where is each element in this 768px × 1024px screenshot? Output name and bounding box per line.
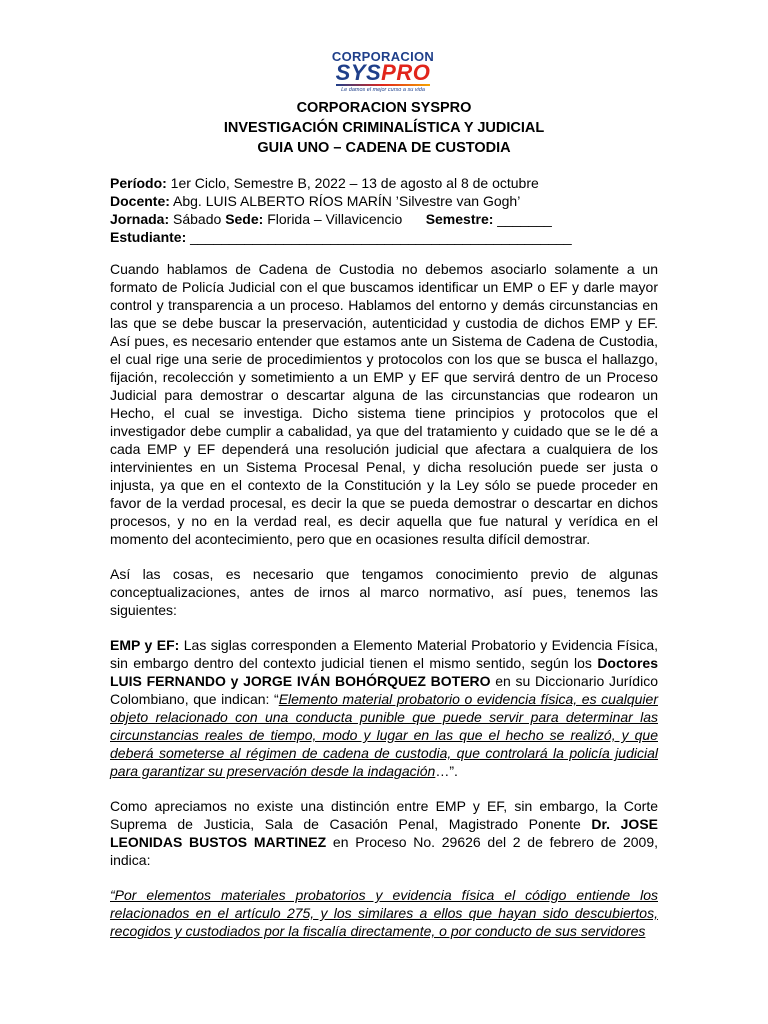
logo-tagline: Le damos el mejor curso a su vida xyxy=(341,87,425,93)
document-titles xyxy=(110,98,658,158)
docente-value: Abg. LUIS ALBERTO RÍOS MARÍN ’Silvestre van Gogh’ xyxy=(169,193,521,209)
p3-text-a: Las siglas corresponden a Elemento Material Probatorio y Evidencia Física, sin embargo dentro del contexto judicial tienen el mismo sentido, según los xyxy=(110,637,659,671)
paragraph-4 xyxy=(110,797,658,869)
paragraph-2: Así las cosas, es necesario que tengamos conocimiento previo de algunas conceptualizaciones, antes de irnos al marco normativo, así pues, tenemos las siguientes: xyxy=(110,566,658,618)
title-line-2: INVESTIGACIÓN CRIMINALÍSTICA Y JUDICIAL xyxy=(223,120,545,136)
docente-label: Docente: xyxy=(110,193,170,209)
document-body xyxy=(110,260,658,957)
logo-main-text xyxy=(330,60,436,85)
p3-authors: Doctores LUIS FERNANDO y JORGE IVÁN BOHÓRQUEZ BOTERO xyxy=(110,655,658,689)
p3-end: …”. xyxy=(435,763,458,779)
estudiante-label: Estudiante: xyxy=(110,229,187,245)
p3-text-b: en su Diccionario Jurídico Colombiano, que indican: “ xyxy=(110,673,658,707)
semestre-label: Semestre: xyxy=(425,211,494,227)
periodo-line xyxy=(110,174,658,192)
title-line-1: CORPORACION SYSPRO xyxy=(296,100,472,116)
p4-magistrate: Dr. JOSE LEONIDAS BUSTOS MARTINEZ xyxy=(110,816,658,850)
p4-text-b: en Proceso No. 29626 del 2 de febrero de 2009, indica: xyxy=(110,834,658,868)
course-metadata xyxy=(110,174,658,246)
p3-quote: Elemento material probatorio o evidencia física, es cualquier objeto relacionado con una conducta punible que puede servir para determinar las circunstancias reales de tiempo, modo y lugar en las que el hecho se realizó, y que deberá someterse al régimen de cadena de custodia, que controlará la policía judicial para garantizar su preservación desde la indagación xyxy=(110,691,658,779)
p4-text-a: Como apreciamos no existe una distinción entre EMP y EF, sin embargo, la Corte Suprema de Justicia, Sala de Casación Penal, Magistrado Ponente xyxy=(110,798,658,832)
paragraph-3 xyxy=(110,636,658,780)
p5-quote: “Por elementos materiales probatorios y evidencia física el código entiende los relacionados en el artículo 275, y los similares a ellos que hayan sido descubiertos, recogidos y custodiados por la fiscalía directamente, o por conducto de sus servidores xyxy=(110,887,658,939)
periodo-value: 1er Ciclo, Semestre B, 2022 – 13 de agosto al 8 de octubre xyxy=(166,175,539,191)
estudiante-line xyxy=(110,228,658,246)
sede-value: Florida – Villavicencio xyxy=(263,211,426,227)
logo-main-a: SYS xyxy=(335,60,382,85)
title-line-3: GUIA UNO – CADENA DE CUSTODIA xyxy=(257,140,511,156)
jornada-value: Sábado xyxy=(169,211,226,227)
paragraph-1: Cuando hablamos de Cadena de Custodia no debemos asociarlo solamente a un formato de Policía Judicial con el que buscamos identificar un EMP o EF y darle mayor control y transparencia a un proceso. Hablamos del entorno y demás circunstancias en las que se debe buscar la preservación, autenticidad y custodia de dichos EMP y EF. Así pues, es necesario entender que estamos ante un Sistema de Cadena de Custodia, el cual rige una serie de procedimientos y protocolos con los que se busca el hallazgo, fijación, recolección y sometimiento a un EMP y EF que servirá dentro de un Proceso Judicial para demostrar o descartar alguna de las circunstancias que rodearon un Hecho, el cual se investiga. Dicho sistema tiene principios y protocolos que el investigador debe cumplir a cabalidad, ya que del tratamiento y cuidado que se le dé a cada EMP y EF dependerá una resolución judicial que afectara a cualquiera de los intervinientes en un Sistema Procesal Penal, y dicha resolución puede ser justa o injusta, ya que en el contexto de la Constitución y la Ley sólo se puede proceder en favor de la verdad procesal, es decir la que se pueda demostrar o descartar en dichos procesos, y no en la verdad real, es decir aquella que fue natural y verídica en el momento del acontecimiento, pero que en ocasiones resulta difícil demostrar. xyxy=(110,261,658,547)
jornada-label: Jornada: xyxy=(110,211,170,227)
sede-label: Sede: xyxy=(225,211,264,227)
paragraph-5 xyxy=(110,886,658,940)
estudiante-value: _________________________________________________ xyxy=(186,229,572,245)
corporacion-syspro-logo xyxy=(330,50,436,94)
logo-main-b: PRO xyxy=(381,60,431,85)
emp-ef-label: EMP y EF: xyxy=(110,637,180,653)
docente-line xyxy=(110,192,658,210)
jornada-line xyxy=(110,210,658,228)
semestre-value: _______ xyxy=(493,211,552,227)
periodo-label: Período: xyxy=(110,175,167,191)
logo-top-text: CORPORACION xyxy=(331,49,435,64)
